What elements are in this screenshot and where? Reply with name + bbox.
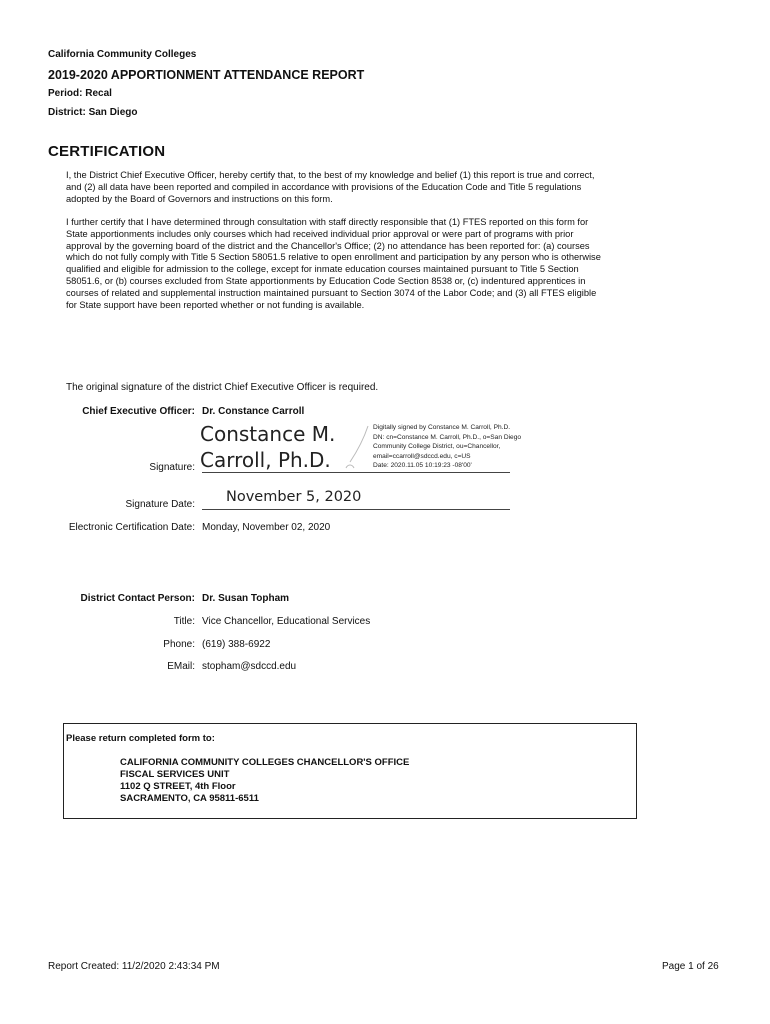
electronic-cert-label: Electronic Certification Date: — [68, 522, 195, 533]
contact-email-label: EMail: — [167, 661, 195, 672]
report-created: Report Created: 11/2/2020 2:43:34 PM — [48, 961, 220, 972]
return-address-line: 1102 Q STREET, 4th Floor — [120, 781, 236, 792]
signature-meta-line: Digitally signed by Constance M. Carroll, Ph.D. — [373, 424, 511, 431]
certification-paragraph-2 — [66, 217, 651, 311]
signature-date-line — [202, 509, 510, 510]
contact-phone-label: Phone: — [163, 639, 195, 650]
district-value: San Diego — [88, 107, 138, 118]
signature-seal-mark-icon — [340, 424, 372, 474]
contact-phone-value: (619) 388-6922 — [202, 639, 271, 650]
signature-meta-line: email=ccarroll@sdccd.edu, c=US — [373, 452, 471, 460]
report-title: 2019-2020 APPORTIONMENT ATTENDANCE REPORT — [48, 68, 365, 82]
return-address-line: SACRAMENTO, CA 95811-6511 — [120, 793, 259, 804]
signature-meta-line: Date: 2020.11.05 10:19:23 -08'00' — [373, 462, 472, 470]
period-row — [48, 88, 112, 99]
ceo-value: Dr. Constance Carroll — [202, 406, 305, 417]
para2-line: State apportionments includes only courses which had received individual prior approval or were part of programs with prior — [66, 228, 574, 239]
signature-name-line: Constance M. — [200, 422, 336, 446]
ceo-label: Chief Executive Officer: — [82, 406, 195, 417]
para2-line: qualified and eligible for admission to the college, except for inmate education courses maintained pursuant to Title 5 Section — [66, 264, 579, 275]
digital-signature-details — [373, 423, 521, 471]
para1-line: adopted by the Board of Governors and instructions on this form. — [66, 193, 333, 204]
signature-label: Signature: — [149, 462, 195, 473]
signature-date-label: Signature Date: — [125, 499, 195, 510]
contact-title-value: Vice Chancellor, Educational Services — [202, 616, 371, 627]
district-label: District: — [48, 107, 86, 118]
return-address-line: FISCAL SERVICES UNIT — [120, 769, 230, 780]
para2-line: 58051.6, or (b) courses excluded from State apportionments by Education Code Section 8538 or, (c) indentured apprentices in — [66, 275, 586, 286]
page-number: Page 1 of 26 — [662, 961, 719, 972]
period-label: Period: — [48, 88, 83, 99]
para2-line: I further certify that I have determined through consultation with staff directly responsible that (1) FTES reported on this form for — [66, 217, 589, 227]
para2-line: approval by the governing board of the district and the Chancellor's Office; (2) no attendance has been reported for: (a) courses — [66, 240, 590, 251]
signature-meta-line: Community College District, ou=Chancellor, — [373, 443, 501, 451]
return-address-line: CALIFORNIA COMMUNITY COLLEGES CHANCELLOR'S OFFICE — [120, 757, 410, 768]
return-address — [120, 757, 409, 805]
electronic-cert-value: Monday, November 02, 2020 — [202, 522, 331, 533]
signature-meta-line: DN: cn=Constance M. Carroll, Ph.D., o=San Diego — [373, 433, 522, 441]
contact-person-label: District Contact Person: — [80, 593, 195, 604]
district-row — [48, 107, 137, 118]
original-signature-note: The original signature of the district Chief Executive Officer is required. — [66, 382, 379, 393]
para1-line: I, the District Chief Executive Officer, hereby certify that, to the best of my knowledge and belief (1) this report is true and correct, — [66, 170, 595, 180]
period-value: Recal — [85, 88, 112, 99]
signature-name-line: Carroll, Ph.D. — [200, 448, 331, 472]
contact-title-label: Title: — [173, 616, 195, 627]
return-address-box — [63, 723, 637, 819]
para2-line: for State support have been reported whether or not funding is available. — [66, 299, 365, 310]
para2-line: courses of related and supplemental instruction maintained pursuant to Section 3074 of the Labor Code; and (3) all FTES eligible — [66, 287, 597, 298]
digital-signature-name — [200, 421, 335, 473]
certification-paragraph-1 — [66, 170, 651, 205]
contact-person-value: Dr. Susan Topham — [202, 593, 290, 604]
return-box-heading: Please return completed form to: — [66, 733, 215, 744]
contact-email-value: stopham@sdccd.edu — [202, 661, 297, 672]
para1-line: and (2) all data have been reported and compiled in accordance with provisions of the Education Code and Title 5 regulations — [66, 181, 582, 192]
para2-line: which do not fully comply with Title 5 Section 58051.5 relative to open enrollment and participation by any person who is otherwise — [66, 252, 601, 263]
org-name: California Community Colleges — [48, 49, 197, 60]
signature-date-value: November 5, 2020 — [226, 489, 362, 505]
certification-heading: CERTIFICATION — [48, 143, 166, 160]
